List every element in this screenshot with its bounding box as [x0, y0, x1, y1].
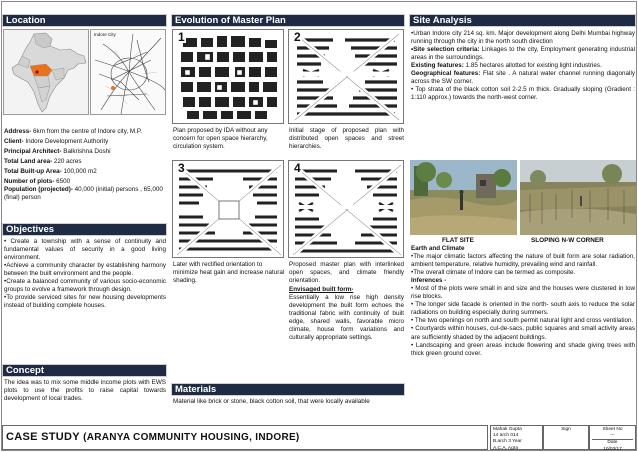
envisaged-title: Envisaged built form- — [289, 286, 354, 293]
detail-client: Client- Indore Development Authority — [4, 138, 109, 146]
sign-cell — [543, 425, 589, 450]
detail-land-area: Total Land area- 220 acres — [4, 158, 82, 166]
detail-architect: Principal Architect- Balkrishna Doshi — [4, 148, 111, 156]
title-project: (ARANYA COMMUNITY HOUSING, INDORE) — [83, 432, 300, 443]
location-header: Location — [2, 14, 167, 27]
materials-header: Materials — [171, 383, 405, 396]
author-line: A.C.A, Agra — [493, 445, 519, 451]
concept-header: Concept — [2, 364, 167, 377]
sign-label: Sign — [561, 427, 571, 432]
flat-site-caption: FLAT SITE — [442, 237, 474, 244]
flat-site-photo — [410, 160, 517, 235]
sloping-corner-caption: SLOPING N-W CORNER — [531, 237, 604, 244]
author-line: B.arch 3 Year — [493, 439, 522, 445]
author-line: Mahak Gupta — [493, 427, 522, 432]
indore-city-map — [90, 29, 166, 115]
city-map-label: Indore City — [94, 32, 116, 37]
inferences-title: Inferences - — [411, 277, 447, 285]
objectives-header: Objectives — [2, 223, 167, 236]
location-details — [4, 128, 167, 202]
sheet-cell — [589, 425, 636, 450]
objective-item: • Create a township with a sense of continuity and fundamental values of security in a good living environment. — [4, 238, 166, 262]
inference-item: • The two openings on north and south permit natural light and cross ventilation. — [411, 317, 634, 325]
site-item: Existing features: 1.85 hectares allotted for existing light industries. — [411, 62, 602, 70]
objectives-list — [4, 238, 166, 310]
sloping-corner-photo — [520, 160, 636, 235]
plan-2-drawing — [288, 29, 404, 124]
detail-plots: Number of plots- 6500 — [4, 178, 71, 186]
author-info — [490, 425, 543, 450]
inference-item: • Courtyards within houses, cul-de-sacs, public squares and small activity areas are sufficiently shaded by the adjacent buildings. — [411, 325, 635, 341]
detail-built-up-area: Total Built-up Area- 100,000 m2 — [4, 168, 97, 176]
plan-4-number: 4 — [294, 161, 301, 175]
site-item: •Site selection criteria: Linkages to the city, Employment generating industrial areas in the surroundings. — [411, 46, 636, 62]
envisaged-text: Essentially a low rise high density development the built form echoes the traditional fabric with continuity of built edge, shared walls, favorable micro climate, house form variations and culturally appropriate settings. — [289, 294, 404, 342]
earth-climate-item: •The overall climate of Indore can be termed as composite. — [411, 269, 576, 277]
inference-item: • The longer side facade is oriented in the north- south axis to reduce the solar radiations on building especially during summers. — [411, 301, 635, 317]
plan-1-caption: Plan proposed by IDA without any concern for open space hierarchy, circulation system. — [173, 127, 268, 151]
earth-climate-title: Earth and Climate — [411, 245, 465, 252]
site-item: • Top strata of the black cotton soil 2-2.5 m thick. Gradually sloping (Gradient : 1:110 approx.) towards the north-west corner. — [411, 86, 635, 102]
plan-1-drawing — [172, 29, 284, 124]
site-item: Geographical features: Flat site . A natural water channel running diagonally across the SW corner. — [411, 70, 635, 86]
earth-climate-section — [411, 245, 635, 358]
plan-3-number: 3 — [178, 161, 185, 175]
case-study-title — [2, 425, 488, 450]
sheet-label: Sheet No — [602, 427, 623, 432]
plan-2-caption: Initial stage of proposed plan with distributed open spaces and street hierarchies. — [289, 127, 404, 151]
india-map — [3, 29, 89, 115]
detail-population: Population (projected)- 40,000 (initial) persons , 65,000 (final) person — [4, 186, 163, 202]
site-analysis-header: Site Analysis — [409, 14, 636, 27]
date-value: 10/03/17 — [603, 446, 622, 452]
plan-3-drawing — [172, 160, 284, 258]
site-item: •Urban Indore city 214 sq. km. Major development along Delhi Mumbai highway running through the city in the north south direction — [411, 30, 635, 46]
materials-text: Material like brick or stone, black cotton soil, that were locally available — [173, 398, 370, 405]
plan-1-number: 1 — [178, 30, 185, 44]
detail-address: Address- 6km from the centre of Indore city, M.P. — [4, 128, 143, 135]
sheet-value: --- — [610, 433, 615, 439]
title-main: CASE STUDY — [6, 431, 84, 443]
site-analysis-text — [411, 30, 635, 102]
plan-4-drawing — [288, 160, 404, 258]
objective-item: •Achieve a community character by establishing harmony between the built environment and the people. — [4, 262, 166, 278]
envisaged-built-form — [289, 286, 404, 342]
date-label: Date — [592, 439, 633, 446]
evolution-header: Evolution of Master Plan — [171, 14, 405, 27]
author-line: 14 arch 014 — [493, 433, 519, 439]
plan-3-caption: Later with rectified orientation to minimize heat gain and increase natural shading. — [173, 261, 285, 285]
objective-item: •To provide serviced sites for new housing developments instead of building complete houses. — [4, 294, 166, 310]
plan-4-caption: Proposed master plan with interlinked open spaces, and climate friendly orientation. — [289, 261, 404, 285]
objective-item: •Create a balanced community of various socio-economic groups to evolve a framework through design. — [4, 278, 166, 294]
earth-climate-item: •The major climatic factors affecting the nature of built form are solar radiation, ambient temperature, relative humidity, prevailing wind and rainfall. — [411, 253, 635, 269]
inference-item: • Most of the plots were small in and size and the houses were clustered in low rise blocks. — [411, 285, 635, 301]
plan-2-number: 2 — [294, 30, 301, 44]
inference-item: • Landscaping and green areas include flowering and shade giving trees with thick green ground cover. — [411, 341, 635, 357]
concept-text: The idea was to mix some middle income plots with EWS plots to use the profits to raise capital towards development of local trades. — [4, 379, 166, 403]
